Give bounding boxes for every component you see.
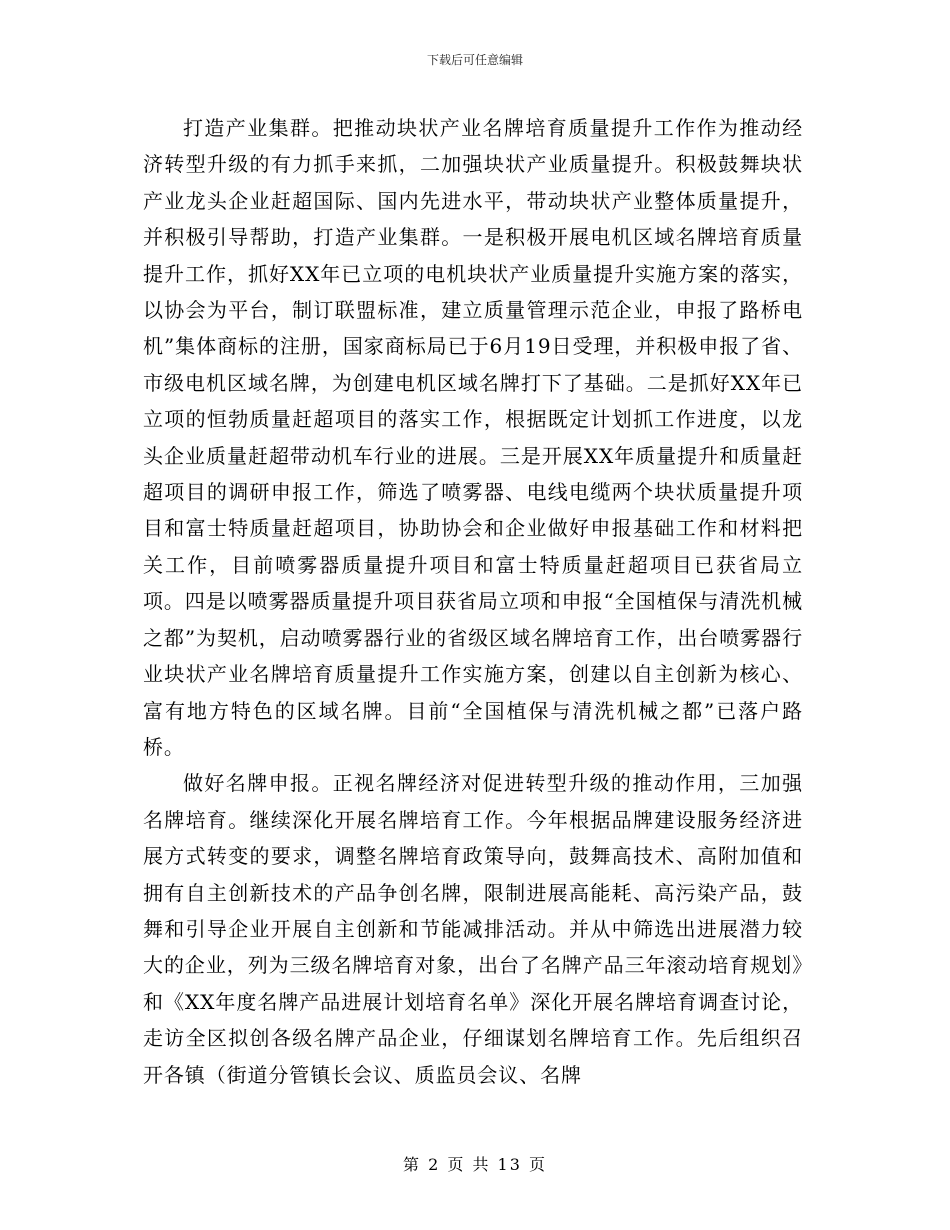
page-number: 第 2 页 共 13 页 <box>403 1155 547 1174</box>
paragraph-industrial-cluster: 打造产业集群。把推动块状产业名牌培育质量提升工作作为推动经济转型升级的有力抓手来抓，二加强块状产业质量提升。积极鼓舞块状产业龙头企业赶超国际、国内先进水平，带动块状产业整体质量提升，并积极引导帮助，打造产业集群。一是积极开展电机区域名牌培育质量提升工作，抓好XX年已立项的电机块状产业质量提升实施方案的落实，以协会为平台，制订联盟标准，建立质量管理示范企业，申报了路桥电机”集体商标的注册，国家商标局已于6月19日受理，并积极申报了省、市级电机区域名牌，为创建电机区域名牌打下了基础。二是抓好XX年已立项的恒勃质量赶超项目的落实工作，根据既定计划抓工作进度，以龙头企业质量赶超带动机车行业的进展。三是开展XX年质量提升和质量赶超项目的调研申报工作，筛选了喷雾器、电线电缆两个块状质量提升项目和富士特质量赶超项目，协助协会和企业做好申报基础工作和材料把关工作，目前喷雾器质量提升项目和富士特质量赶超项目已获省局立项。四是以喷雾器质量提升项目获省局立项和申报“全国植保与清洗机械之都”为契机，启动喷雾器行业的省级区域名牌培育工作，出台喷雾器行业块状产业名牌培育质量提升工作实施方案，创建以自主创新为核心、富有地方特色的区域名牌。目前“全国植保与清洗机械之都”已落户路桥。 <box>143 116 803 759</box>
document-body <box>143 110 803 1093</box>
page-header-note: 下载后可任意编辑 <box>426 53 523 67</box>
paragraph-brand-application: 做好名牌申报。正视名牌经济对促进转型升级的推动作用，三加强名牌培育。继续深化开展名牌培育工作。今年根据品牌建设服务经济进展方式转变的要求，调整名牌培育政策导向，鼓舞高技术、高附加值和拥有自主创新技术的产品争创名牌，限制进展高能耗、高污染产品，鼓舞和引导企业开展自主创新和节能减排活动。并从中筛选出进展潜力较大的企业，列为三级名牌培育对象，出台了名牌产品三年滚动培育规划》和《XX年度名牌产品进展计划培育名单》深化开展名牌培育调查讨论，走访全区拟创各级名牌产品企业，仔细谋划名牌培育工作。先后组织召开各镇（街道分管镇长会议、质监员会议、名牌 <box>143 771 803 1087</box>
